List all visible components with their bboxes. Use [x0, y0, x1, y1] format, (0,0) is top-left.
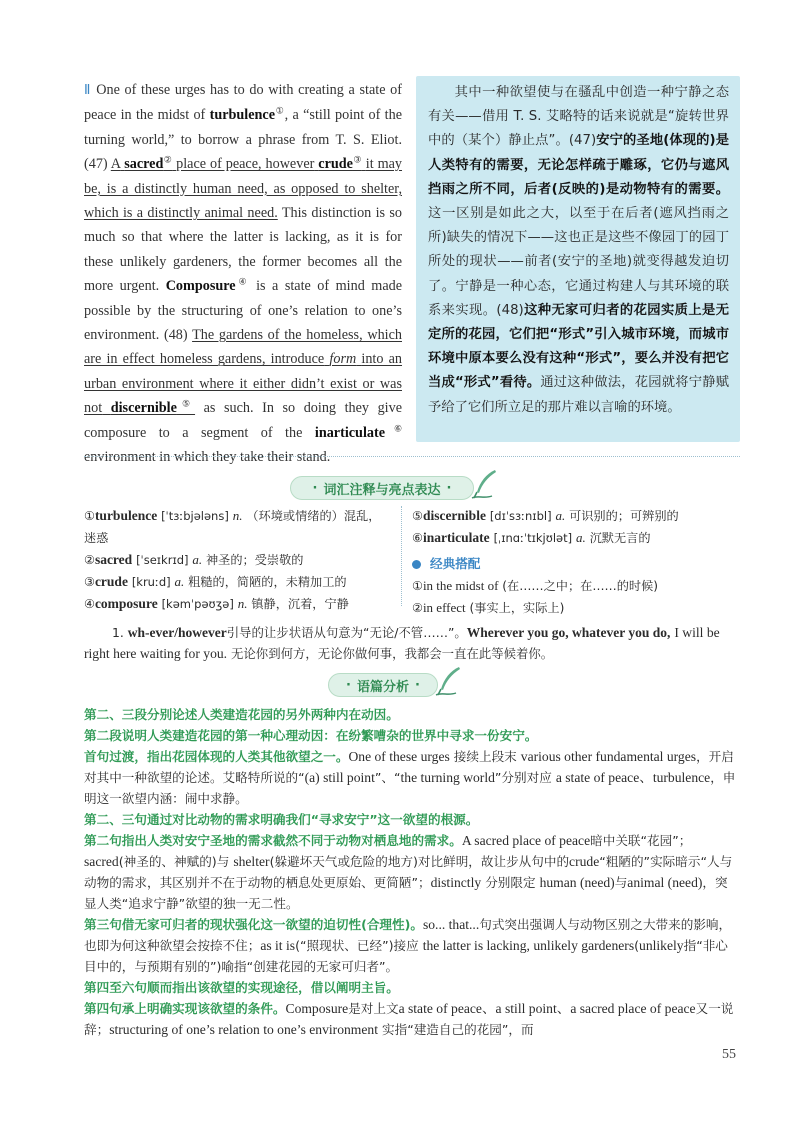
vocab-pos: a. — [192, 552, 203, 567]
analysis-en: human (need) — [539, 875, 615, 890]
quill-pen-icon — [470, 468, 500, 500]
grammar-desc: 引导的让步状语从句意为“无论/不管……”。 — [226, 625, 467, 640]
collocation-heading-text: 经典搭配 — [430, 556, 481, 571]
analysis-cn: ，申明这一欲望内涵：闹中求静。 — [84, 770, 736, 806]
analysis-en: A sacred place of peace — [461, 833, 591, 848]
vocab-item — [412, 527, 740, 549]
note-ref-1: ① — [275, 105, 285, 116]
keyword-crude: crude — [318, 156, 353, 173]
translation-key-sentence-47: 安宁的圣地(体现的)是人类特有的需要，无论怎样疏于雕琢，它仍与遮风挡雨之所不同，后者(反映的)是动物特有的需要。 — [428, 133, 730, 197]
analysis-cn: 暗中关联“花园”； — [590, 833, 692, 848]
analysis-cn: 分别限定 — [485, 875, 536, 890]
vocab-heading-text: 词汇注释与亮点表达 — [323, 482, 441, 498]
grammar-example: I will be right here waiting for you. — [84, 625, 720, 661]
collocation-item — [412, 597, 740, 619]
vocab-meaning: 沉默无言的 — [589, 531, 651, 545]
analysis-paragraph: 第四至六句顺而指出该欲望的实现途径，借以阐明主旨。 — [84, 980, 399, 995]
vocab-item — [84, 549, 384, 571]
analysis-en: the latter is lacking, unlikely gardeners — [422, 938, 635, 953]
analysis-cn: ”、“ — [374, 770, 401, 785]
vocab-num: ① — [84, 509, 95, 523]
analysis-cn: 指“非心目中的，与预期有别的”)喻指“创建花园的无家可归者”。 — [84, 938, 728, 974]
analysis-en: One of these urges — [348, 749, 450, 764]
passage-text: it may be, is a distinctly human need, as opposed to shelter, which is a distinctly animal need. — [84, 156, 403, 222]
analysis-en: various other fundamental urges — [520, 749, 697, 764]
section-mark: Ⅱ — [84, 83, 92, 98]
discourse-analysis — [84, 704, 740, 1040]
vocab-list-right — [412, 505, 740, 619]
vocab-item — [412, 505, 740, 527]
collocation-heading — [412, 553, 740, 575]
passage-text: , a “still point of the turning world,” to borrow a phrase from T. S. Eliot. (47) — [84, 107, 402, 173]
collocation-phrase: in the midst of — [422, 578, 499, 593]
passage-text: This distinction is so much so that where the latter is lacking, as it is for these unlikely gardeners, the former becomes all the more urgent. — [84, 205, 402, 295]
analysis-en: a state of peace、turbulence — [555, 770, 711, 785]
vocab-item — [84, 593, 384, 615]
bullet-dot-icon — [412, 560, 421, 569]
analysis-en: sacred — [84, 854, 119, 869]
vocab-pos: a. — [555, 508, 566, 523]
analysis-en: so... that... — [422, 917, 480, 932]
passage-text: environment in which they take their stand. — [84, 449, 331, 466]
note-ref-4: ④ — [235, 276, 250, 287]
note-ref-3: ③ — [352, 154, 362, 165]
passage-text: is a state of mind made possible by the structuring of one’s relation to one’s environment. (48) — [84, 278, 403, 344]
analysis-heading-text: 语篇分析 — [356, 679, 409, 695]
analysis-en: as it is — [260, 938, 296, 953]
analysis-en: (a) still point — [304, 770, 375, 785]
analysis-cn: 是对上文 — [348, 1001, 399, 1016]
vocab-pos: a. — [576, 530, 586, 545]
grammar-keyword: wh-ever/however — [127, 625, 227, 640]
vocab-meaning: 镇静，沉着，宁静 — [251, 597, 349, 611]
quill-pen-icon — [434, 665, 464, 697]
analysis-en: Composure — [285, 1001, 349, 1016]
vocab-meaning: 粗糙的，简陋的，未精加工的 — [188, 575, 347, 589]
analysis-cn: “粗陋的”实际暗示“人与动物的需求，其区别并不在于动物的栖息处更原始、更简陋”； — [84, 854, 733, 890]
passage-text: A — [110, 156, 121, 173]
grammar-example-bold: Wherever you go, whatever you do, — [466, 625, 671, 640]
note-ref-2: ② — [163, 154, 173, 165]
analysis-paragraph — [84, 830, 740, 914]
vocab-word: sacred — [94, 552, 133, 567]
bullet-icon: · — [415, 677, 420, 693]
collocation-item — [412, 575, 740, 597]
collocation-phrase: in effect — [422, 600, 466, 615]
analysis-en: unlikely — [639, 938, 684, 953]
analysis-cn: 接续上段末 — [453, 749, 517, 764]
analysis-en: a state of peace、a still point、a sacred place of peace — [398, 1001, 696, 1016]
vocab-word: turbulence — [94, 508, 158, 523]
vocab-word: inarticulate — [422, 530, 490, 545]
vocab-pos: a. — [174, 574, 185, 589]
collocation-num: ① — [412, 579, 423, 593]
note-ref-6: ⑥ — [385, 422, 403, 433]
english-passage — [84, 78, 402, 470]
analysis-cn: 又一说辞； — [84, 1001, 734, 1037]
note-ref-5: ⑤ — [176, 398, 196, 409]
vocab-meaning: 可识别的；可辨别的 — [569, 509, 679, 523]
bullet-icon: · — [446, 480, 452, 496]
vocab-word: crude — [94, 574, 128, 589]
analysis-cn: ( — [634, 938, 640, 953]
bullet-icon: · — [346, 677, 351, 693]
collocation-meaning: (在……之中；在……的时候) — [502, 579, 659, 593]
keyword-form: form — [329, 351, 357, 368]
keyword-turbulence: turbulence — [209, 107, 276, 124]
analysis-en: structuring of one’s relation to one’s environment — [109, 1022, 378, 1037]
analysis-en: crude — [569, 854, 600, 869]
column-divider — [401, 506, 402, 606]
vocab-phonetic: [ˈtɜːbjələns] — [161, 509, 229, 523]
vocab-phonetic: [ˈseɪkrɪd] — [136, 553, 189, 567]
passage-text: as such. In so doing they give composure to a segment of the — [84, 400, 403, 441]
keyword-composure: Composure — [165, 278, 236, 295]
analysis-cn: ，突显人类“追求宁静”欲望的独一无二性。 — [84, 875, 728, 911]
keyword-inarticulate: inarticulate — [314, 424, 386, 441]
translation-segment: 通过这种做法，花园就将宁静赋予给了它们所立足的那片难以言喻的环境。 — [428, 375, 729, 415]
vocab-heading — [290, 476, 474, 500]
analysis-en: shelter — [233, 854, 270, 869]
keyword-sacred: sacred — [124, 156, 164, 173]
translation-segment: 这一区别是如此之大，以至于在后者(遮风挡雨之所)缺失的情况下——这也正是这些不像园丁的园丁所处的现状——前者(安宁的圣地)就变得越发迫切了。宁静是一种心态，它通过构建人与其环境的联系来实现。(48) — [428, 206, 729, 318]
bullet-icon: · — [312, 480, 318, 496]
analysis-lead: 第二句指出人类对安宁圣地的需求截然不同于动物对栖息地的需求。 — [84, 833, 462, 848]
analysis-heading — [328, 673, 438, 697]
translation-panel — [416, 76, 740, 442]
vocab-word: discernible — [422, 508, 486, 523]
analysis-cn: 实指“建造自己的花园”，而 — [382, 1022, 534, 1037]
collocation-meaning: (事实上，实际上) — [469, 601, 565, 615]
analysis-paragraph — [84, 998, 740, 1040]
vocab-num: ④ — [84, 597, 95, 611]
translation-text — [428, 81, 729, 420]
vocab-meaning: 神圣的；受崇敬的 — [206, 553, 304, 567]
vocab-pos: n. — [232, 508, 243, 523]
analysis-cn: ，开启对其中一种欲望的论述。艾略特所说的“ — [84, 749, 734, 785]
translation-key-sentence-48: 这种无家可归者的花园实质上是无定所的花园，它们把“形式”引入城市环境，而城市环境中原本要么没有这种“形式”，要么并没有把它当成“形式”看待。 — [428, 302, 730, 391]
section-divider — [84, 456, 740, 457]
analysis-cn: ”分别对应 — [494, 770, 552, 785]
analysis-cn: (神圣的、神赋的)与 — [118, 854, 230, 869]
analysis-cn: 与 — [614, 875, 628, 890]
vocab-item — [84, 571, 384, 593]
analysis-paragraph: 第二、三段分别论述人类建造花园的另外两种内在动因。 — [84, 707, 399, 722]
grammar-example-translation: 无论你到何方，无论你做何事，我都会一直在此等候着你。 — [231, 646, 554, 661]
collocation-num: ② — [412, 601, 423, 615]
vocab-list-left — [84, 505, 384, 615]
analysis-paragraph: 第二、三句通过对比动物的需求明确我们“寻求安宁”这一欲望的根源。 — [84, 812, 479, 827]
vocab-num: ② — [84, 553, 95, 567]
vocab-phonetic: [ˌɪnɑːˈtɪkjʊlət] — [493, 531, 573, 545]
analysis-cn: (躲避坏天气或危险的地方)对比鲜明，故让步从句中的 — [269, 854, 570, 869]
translation-segment: 其中一种欲望使与在骚乱中创造一种宁静之态有关——借用 T. S. 艾略特的话来说就是“旋转世界中的（某个）静止点”。(47) — [428, 85, 729, 149]
analysis-cn: 句式突出强调人与动物区别之大带来的影响，也即为何这种欲望会按捺不住； — [84, 917, 732, 953]
analysis-paragraph: 第二段说明人类建造花园的第一种心理动因：在纷繁嘈杂的世界中寻求一份安宁。 — [84, 728, 538, 743]
vocab-meaning: （环境或情绪的）混乱，迷惑 — [84, 509, 381, 545]
grammar-note — [84, 622, 740, 664]
analysis-en: distinctly — [430, 875, 482, 890]
vocab-word: composure — [94, 596, 158, 611]
vocab-num: ⑤ — [412, 509, 423, 523]
analysis-paragraph — [84, 746, 740, 809]
passage-text: place of peace, however — [176, 156, 315, 173]
vocab-phonetic: [dɪˈsɜːnɪbl] — [489, 509, 552, 523]
vocab-num: ③ — [84, 575, 95, 589]
vocab-phonetic: [kruːd] — [131, 575, 171, 589]
vocab-num: ⑥ — [412, 531, 423, 545]
analysis-lead: 第三句借无家可归者的现状强化这一欲望的迫切性(合理性)。 — [84, 917, 423, 932]
analysis-paragraph — [84, 914, 740, 977]
vocab-phonetic: [kəmˈpəʊʒə] — [161, 597, 234, 611]
analysis-lead: 首句过渡，指出花园体现的人类其他欲望之一。 — [84, 749, 349, 764]
vocab-pos: n. — [237, 596, 248, 611]
passage-text: One of these urges has to do with creating a state of peace in the midst of — [84, 82, 402, 124]
keyword-discernible: discernible — [110, 400, 177, 417]
page-number: 55 — [722, 1047, 736, 1062]
passage-text: The gardens of the homeless, which are in effect homeless gardens, introduce — [84, 327, 402, 368]
grammar-num: 1. — [112, 625, 124, 640]
analysis-en: the turning world — [400, 770, 495, 785]
vocab-item — [84, 505, 384, 549]
analysis-cn: (“照现状、已经”)接应 — [295, 938, 419, 953]
analysis-lead: 第四句承上明确实现该欲望的条件。 — [84, 1001, 286, 1016]
analysis-en: animal (need) — [627, 875, 703, 890]
passage-text: into an urban environment where it either didn’t exist or was not — [84, 351, 403, 417]
